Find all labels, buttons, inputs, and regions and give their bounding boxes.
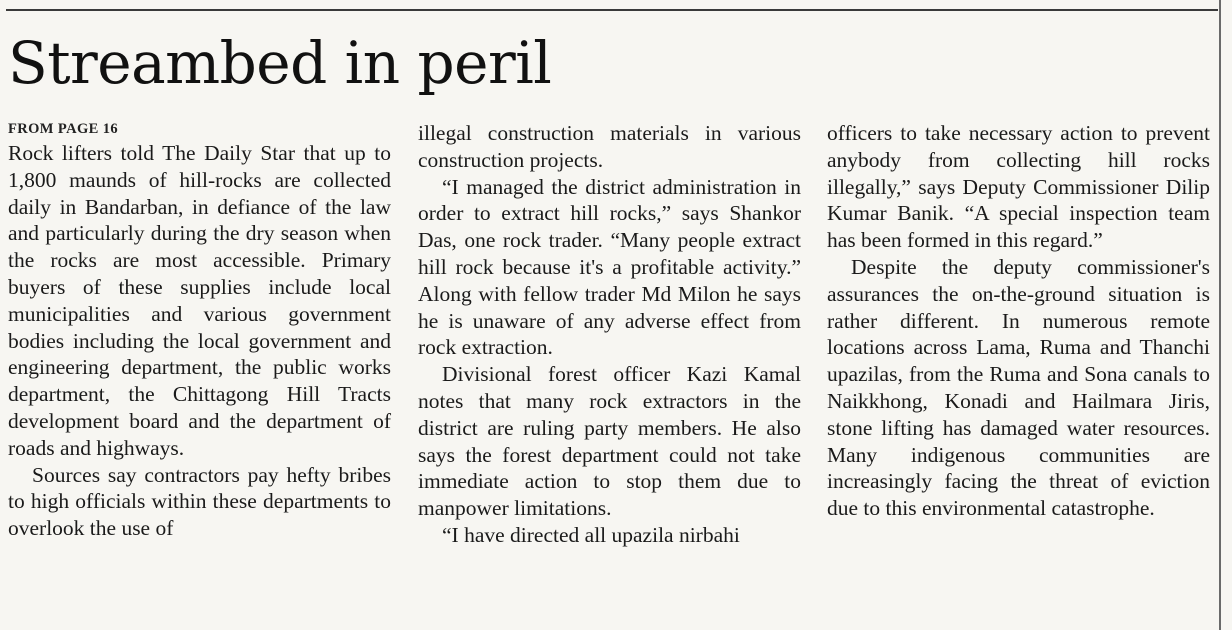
headline: Streambed in peril <box>8 29 552 97</box>
article-column-1 <box>8 120 391 542</box>
paragraph: Rock lifters told The Daily Star that up to 1,800 maunds of hill-rocks are collected daily in Bandarban, in defiance of the law and particularly during the dry season when the rocks are most accessible. Primary buyers of these supplies include local municipalities and various government bodies including the local government and engineering department, the public works department, the Chittagong Hill Tracts development board and the department of roads and highways. <box>8 141 391 460</box>
column-rule <box>1219 0 1221 630</box>
kicker: FROM PAGE 16 <box>8 121 119 137</box>
paragraph: Divisional forest officer Kazi Kamal notes that many rock extractors in the district are ruling party members. He also says the forest department could not take immediate action to stop them due to manpower limitations. <box>418 362 801 521</box>
paragraph: “I have directed all upazila nirbahi <box>442 522 740 547</box>
paragraph: Sources say contractors pay hefty bribes to high officials within these departments to overlook the use of <box>8 462 391 541</box>
article-column-2 <box>418 120 801 549</box>
paragraph: “I managed the district administration in order to extract hill rocks,” says Shankor Das, one rock trader. “Many people extract hill rock because it's a profitable activity.” Along with fellow trader Md Milon he says he is unaware of any adverse effect from rock extraction. <box>418 174 801 360</box>
paragraph-continued: officers to take necessary action to prevent anybody from collecting hill rocks illegally,” says Deputy Commissioner Dilip Kumar Banik. “A special inspection team has been formed in this regard.” <box>827 121 1210 253</box>
article-column-3 <box>827 120 1210 522</box>
paragraph: Despite the deputy commissioner's assurances the on-the-ground situation is rather different. In numerous remote locations across Lama, Ruma and Thanchi upazilas, from the Ruma and Sona canals to Naikkhong, Konadi and Hailmara Jiris, stone lifting has damaged water resources. Many indigenous communities are increasingly facing the threat of eviction due to this environmental catastrophe. <box>827 254 1210 521</box>
top-rule <box>6 9 1218 11</box>
paragraph-continued: illegal construction materials in various construction projects. <box>418 121 801 172</box>
